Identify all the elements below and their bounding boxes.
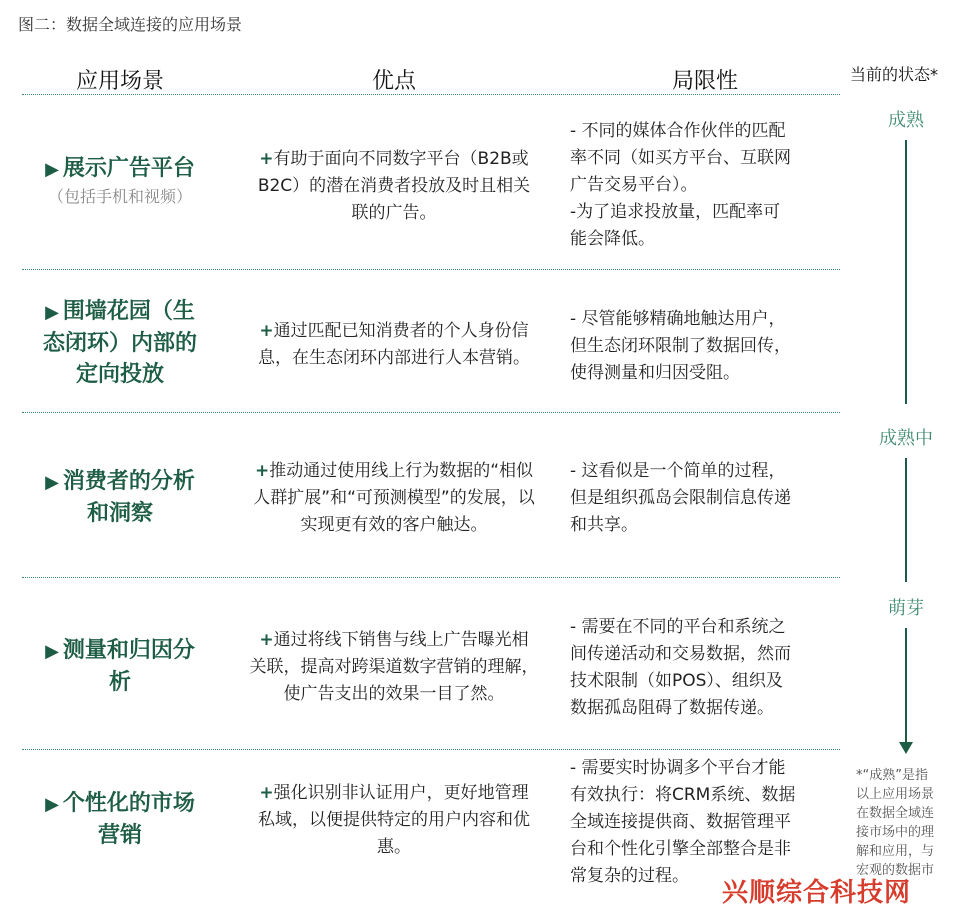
plus-icon: +: [259, 149, 274, 169]
cons-cell: - 不同的媒体合作伙伴的匹配 率不同（如买方平台、互联网 广告交易平台）。 -为了追求投放量，匹配率可 能会降低。: [570, 121, 791, 249]
scenario-subtitle: （包括手机和视频）: [47, 187, 192, 206]
header-cons: 局限性: [671, 69, 738, 94]
status-timeline-line: [905, 140, 907, 404]
cons-cell: - 需要实时协调多个平台才能 有效执行：将CRM系统、数据 全域连接提供商、数据管理平 台和个性化引擎全部整合是非 常复杂的过程。: [570, 758, 796, 886]
arrow-down-icon: [899, 742, 913, 754]
pros-cell: +通过匹配已知消费者的个人身份信 息，在生态闭环内部进行人本营销。: [258, 321, 530, 368]
cons-cell: - 尽管能够精确地触达用户， 但生态闭环限制了数据回传， 使得测量和归因受阻。: [570, 309, 791, 383]
status-timeline-line: [905, 628, 907, 744]
header-scenario: 应用场景: [75, 69, 164, 94]
status-maturing: 成熟中: [879, 428, 933, 449]
row-divider: [22, 577, 840, 578]
triangle-bullet-icon: ▶: [45, 641, 59, 662]
scenario-display-ads: ▶ 展示广告平台 （包括手机和视频）: [22, 153, 218, 209]
header-status: 当前的状态*: [850, 65, 939, 84]
row-divider: [22, 412, 840, 413]
plus-icon: +: [254, 461, 270, 481]
cons-cell: - 这看似是一个简单的过程， 但是组织孤岛会限制信息传递 和共享。: [570, 461, 791, 535]
status-timeline-line: [905, 458, 907, 582]
scenario-personalized-marketing: ▶ 个性化的市场 营销: [45, 791, 195, 848]
triangle-bullet-icon: ▶: [45, 159, 59, 180]
figure-title: 图二：数据全域连接的应用场景: [18, 15, 243, 34]
pros-cell: +推动通过使用线上行为数据的“相似 人群扩展”和“可预测模型”的发展，以 实现更有效的客户触达。: [253, 461, 535, 535]
triangle-bullet-icon: ▶: [45, 794, 59, 815]
pros-cell: +通过将线下销售与线上广告曝光相 关联，提高对跨渠道数字营销的理解， 使广告支出的效果一目了然。: [249, 630, 539, 704]
row-divider: [22, 749, 840, 750]
pros-cell: +强化识别非认证用户，更好地管理 私域，以便提供特定的用户内容和优 惠。: [258, 783, 530, 857]
scenario-consumer-analysis: ▶ 消费者的分析 和洞察: [45, 469, 195, 526]
triangle-bullet-icon: ▶: [45, 472, 59, 493]
scenario-walled-garden: ▶ 围墙花园（生 态闭环）内部的 定向投放: [42, 299, 197, 387]
scenario-measurement-attribution: ▶ 测量和归因分 析: [45, 638, 195, 695]
row-divider: [22, 269, 840, 270]
status-footnote: *“成熟”是指 以上应用场景 在数据全域连 接市场中的理 解和应用，与 宏观的数据市: [856, 768, 935, 878]
plus-icon: +: [259, 783, 274, 803]
triangle-bullet-icon: ▶: [45, 302, 59, 323]
status-mature: 成熟: [888, 110, 924, 131]
header-pros: 优点: [371, 69, 416, 94]
site-watermark: 兴顺综合科技网: [722, 878, 912, 908]
plus-icon: +: [259, 630, 274, 650]
plus-icon: +: [259, 321, 274, 341]
pros-cell: +有助于面向不同数字平台（B2B或 B2C）的潜在消费者投放及时且相关 联的广告。: [257, 149, 531, 223]
status-emerging: 萌芽: [888, 598, 924, 619]
cons-cell: - 需要在不同的平台和系统之 间传递活动和交易数据，然而 技术限制（如POS）、组织及 数据孤岛阻碍了数据传递。: [570, 617, 791, 718]
header-divider: [22, 94, 840, 95]
